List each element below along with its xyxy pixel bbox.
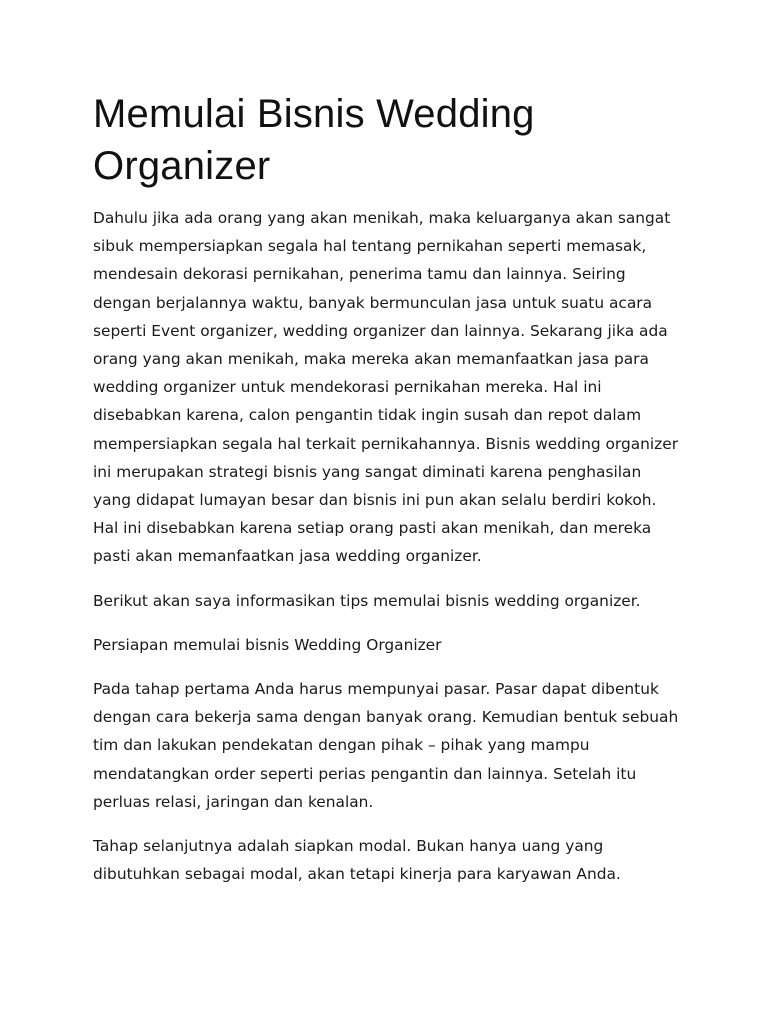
paragraph-intro: Dahulu jika ada orang yang akan menikah, maka keluarganya akan sangat sibuk mempersiapkan segala hal tentang pernikahan seperti memasak, mendesain dekorasi pernikahan, penerima tamu dan lainnya. Seiring dengan berjalannya waktu, banyak bermunculan jasa untuk suatu acara seperti Event organizer, wedding organizer dan lainnya. Sekarang jika ada orang yang akan menikah, maka mereka akan memanfaatkan jasa para wedding organizer untuk mendekorasi pernikahan mereka. Hal ini disebabkan karena, calon pengantin tidak ingin susah dan repot dalam mempersiapkan segala hal terkait pernikahannya. Bisnis wedding organizer ini merupakan strategi bisnis yang sangat diminati karena penghasilan yang didapat lumayan besar dan bisnis ini pun akan selalu berdiri kokoh. Hal ini disebabkan karena setiap orang pasti akan menikah, dan mereka pasti akan memanfaatkan jasa wedding organizer. [93, 209, 679, 566]
document-title: Memulai Bisnis Wedding Organizer [93, 92, 535, 188]
paragraph-capital: Tahap selanjutnya adalah siapkan modal. Bukan hanya uang yang dibutuhkan sebagai modal, akan tetapi kinerja para karyawan Anda. [93, 837, 621, 884]
paragraph-tips-intro: Berikut akan saya informasikan tips memulai bisnis wedding organizer. [93, 591, 641, 610]
paragraph-market: Pada tahap pertama Anda harus mempunyai pasar. Pasar dapat dibentuk dengan cara bekerja sama dengan banyak orang. Kemudian bentuk sebuah tim dan lakukan pendekatan dengan pihak – pihak yang mampu mendatangkan order seperti perias pengantin dan lainnya. Setelah itu perluas relasi, jaringan dan kenalan. [93, 680, 679, 811]
document-page [93, 88, 683, 904]
paragraph-section-heading: Persiapan memulai bisnis Wedding Organizer [93, 635, 442, 654]
